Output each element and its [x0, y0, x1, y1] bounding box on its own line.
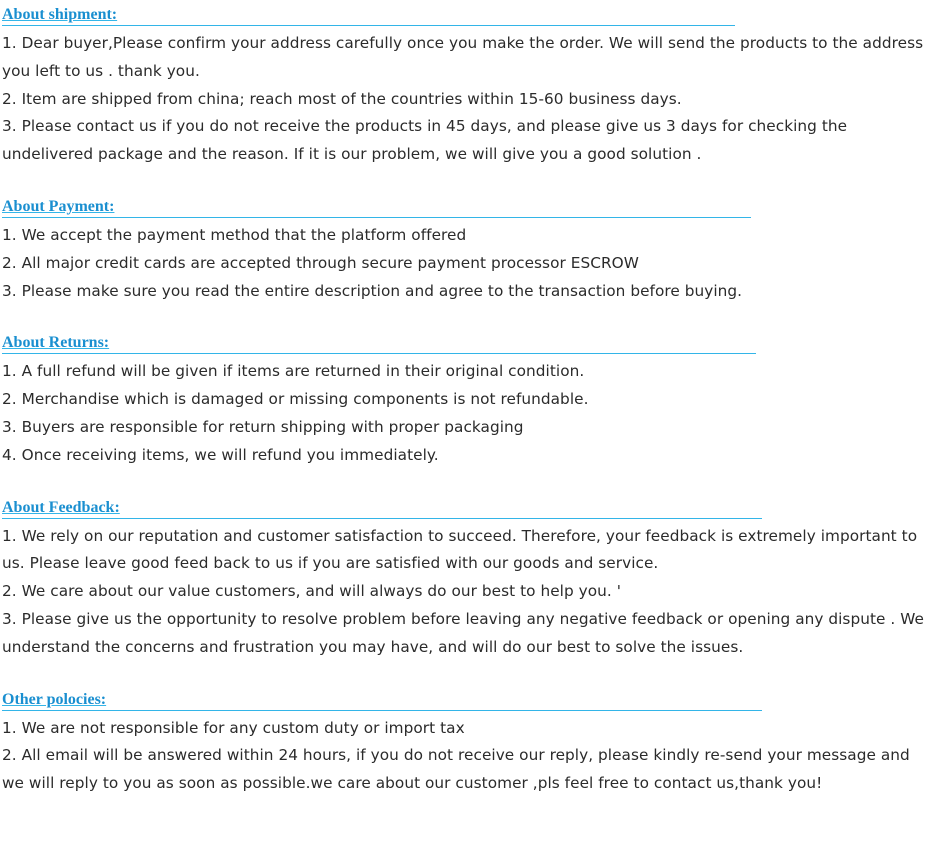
list-item: 3. Please make sure you read the entire description and agree to the transaction before buying. — [2, 281, 743, 300]
item-list — [2, 358, 926, 469]
section-heading: About Returns: — [2, 332, 756, 354]
list-item: 2. Item are shipped from china; reach most of the countries within 15-60 business days. — [2, 89, 682, 108]
list-item: 2. We care about our value customers, and will always do our best to help you. ' — [2, 582, 621, 601]
section-returns — [2, 332, 926, 469]
list-item: 3. Please contact us if you do not receive the products in 45 days, and please give us 3 days for checking the undelivered package and the reason. If it is our problem, we will give you a good solution . — [2, 117, 848, 164]
section-heading: About Feedback: — [2, 497, 762, 519]
list-item: 2. All email will be answered within 24 hours, if you do not receive our reply, please kindly re-send your message and we will reply to you as soon as possible.we care about our customer ,pls feel free to contact us,thank you! — [2, 746, 910, 793]
section-other-policies — [2, 689, 926, 798]
list-item: 1. We are not responsible for any custom duty or import tax — [2, 718, 465, 737]
policy-document — [2, 4, 926, 798]
list-item: 1. We accept the payment method that the platform offered — [2, 225, 467, 244]
item-list — [2, 30, 926, 169]
item-list — [2, 523, 926, 662]
list-item: 2. Merchandise which is damaged or missing components is not refundable. — [2, 390, 589, 409]
item-list — [2, 222, 926, 305]
section-heading: About Payment: — [2, 196, 751, 218]
list-item: 3. Please give us the opportunity to resolve problem before leaving any negative feedback or opening any dispute . We understand the concerns and frustration you may have, and will do our best to solve the issues. — [2, 609, 924, 656]
section-shipment — [2, 4, 926, 169]
list-item: 1. We rely on our reputation and customer satisfaction to succeed. Therefore, your feedback is extremely important to us. Please leave good feed back to us if you are satisfied with our goods and service. — [2, 526, 918, 573]
section-feedback — [2, 497, 926, 662]
section-payment — [2, 196, 926, 305]
list-item: 3. Buyers are responsible for return shipping with proper packaging — [2, 417, 524, 436]
list-item: 1. A full refund will be given if items are returned in their original condition. — [2, 362, 585, 381]
item-list — [2, 715, 926, 798]
section-heading: Other polocies: — [2, 689, 762, 711]
list-item: 2. All major credit cards are accepted through secure payment processor ESCROW — [2, 253, 639, 272]
list-item: 1. Dear buyer,Please confirm your address carefully once you make the order. We will send the products to the address you left to us . thank you. — [2, 34, 924, 80]
list-item: 4. Once receiving items, we will refund you immediately. — [2, 445, 439, 464]
section-heading: About shipment: — [2, 4, 735, 26]
